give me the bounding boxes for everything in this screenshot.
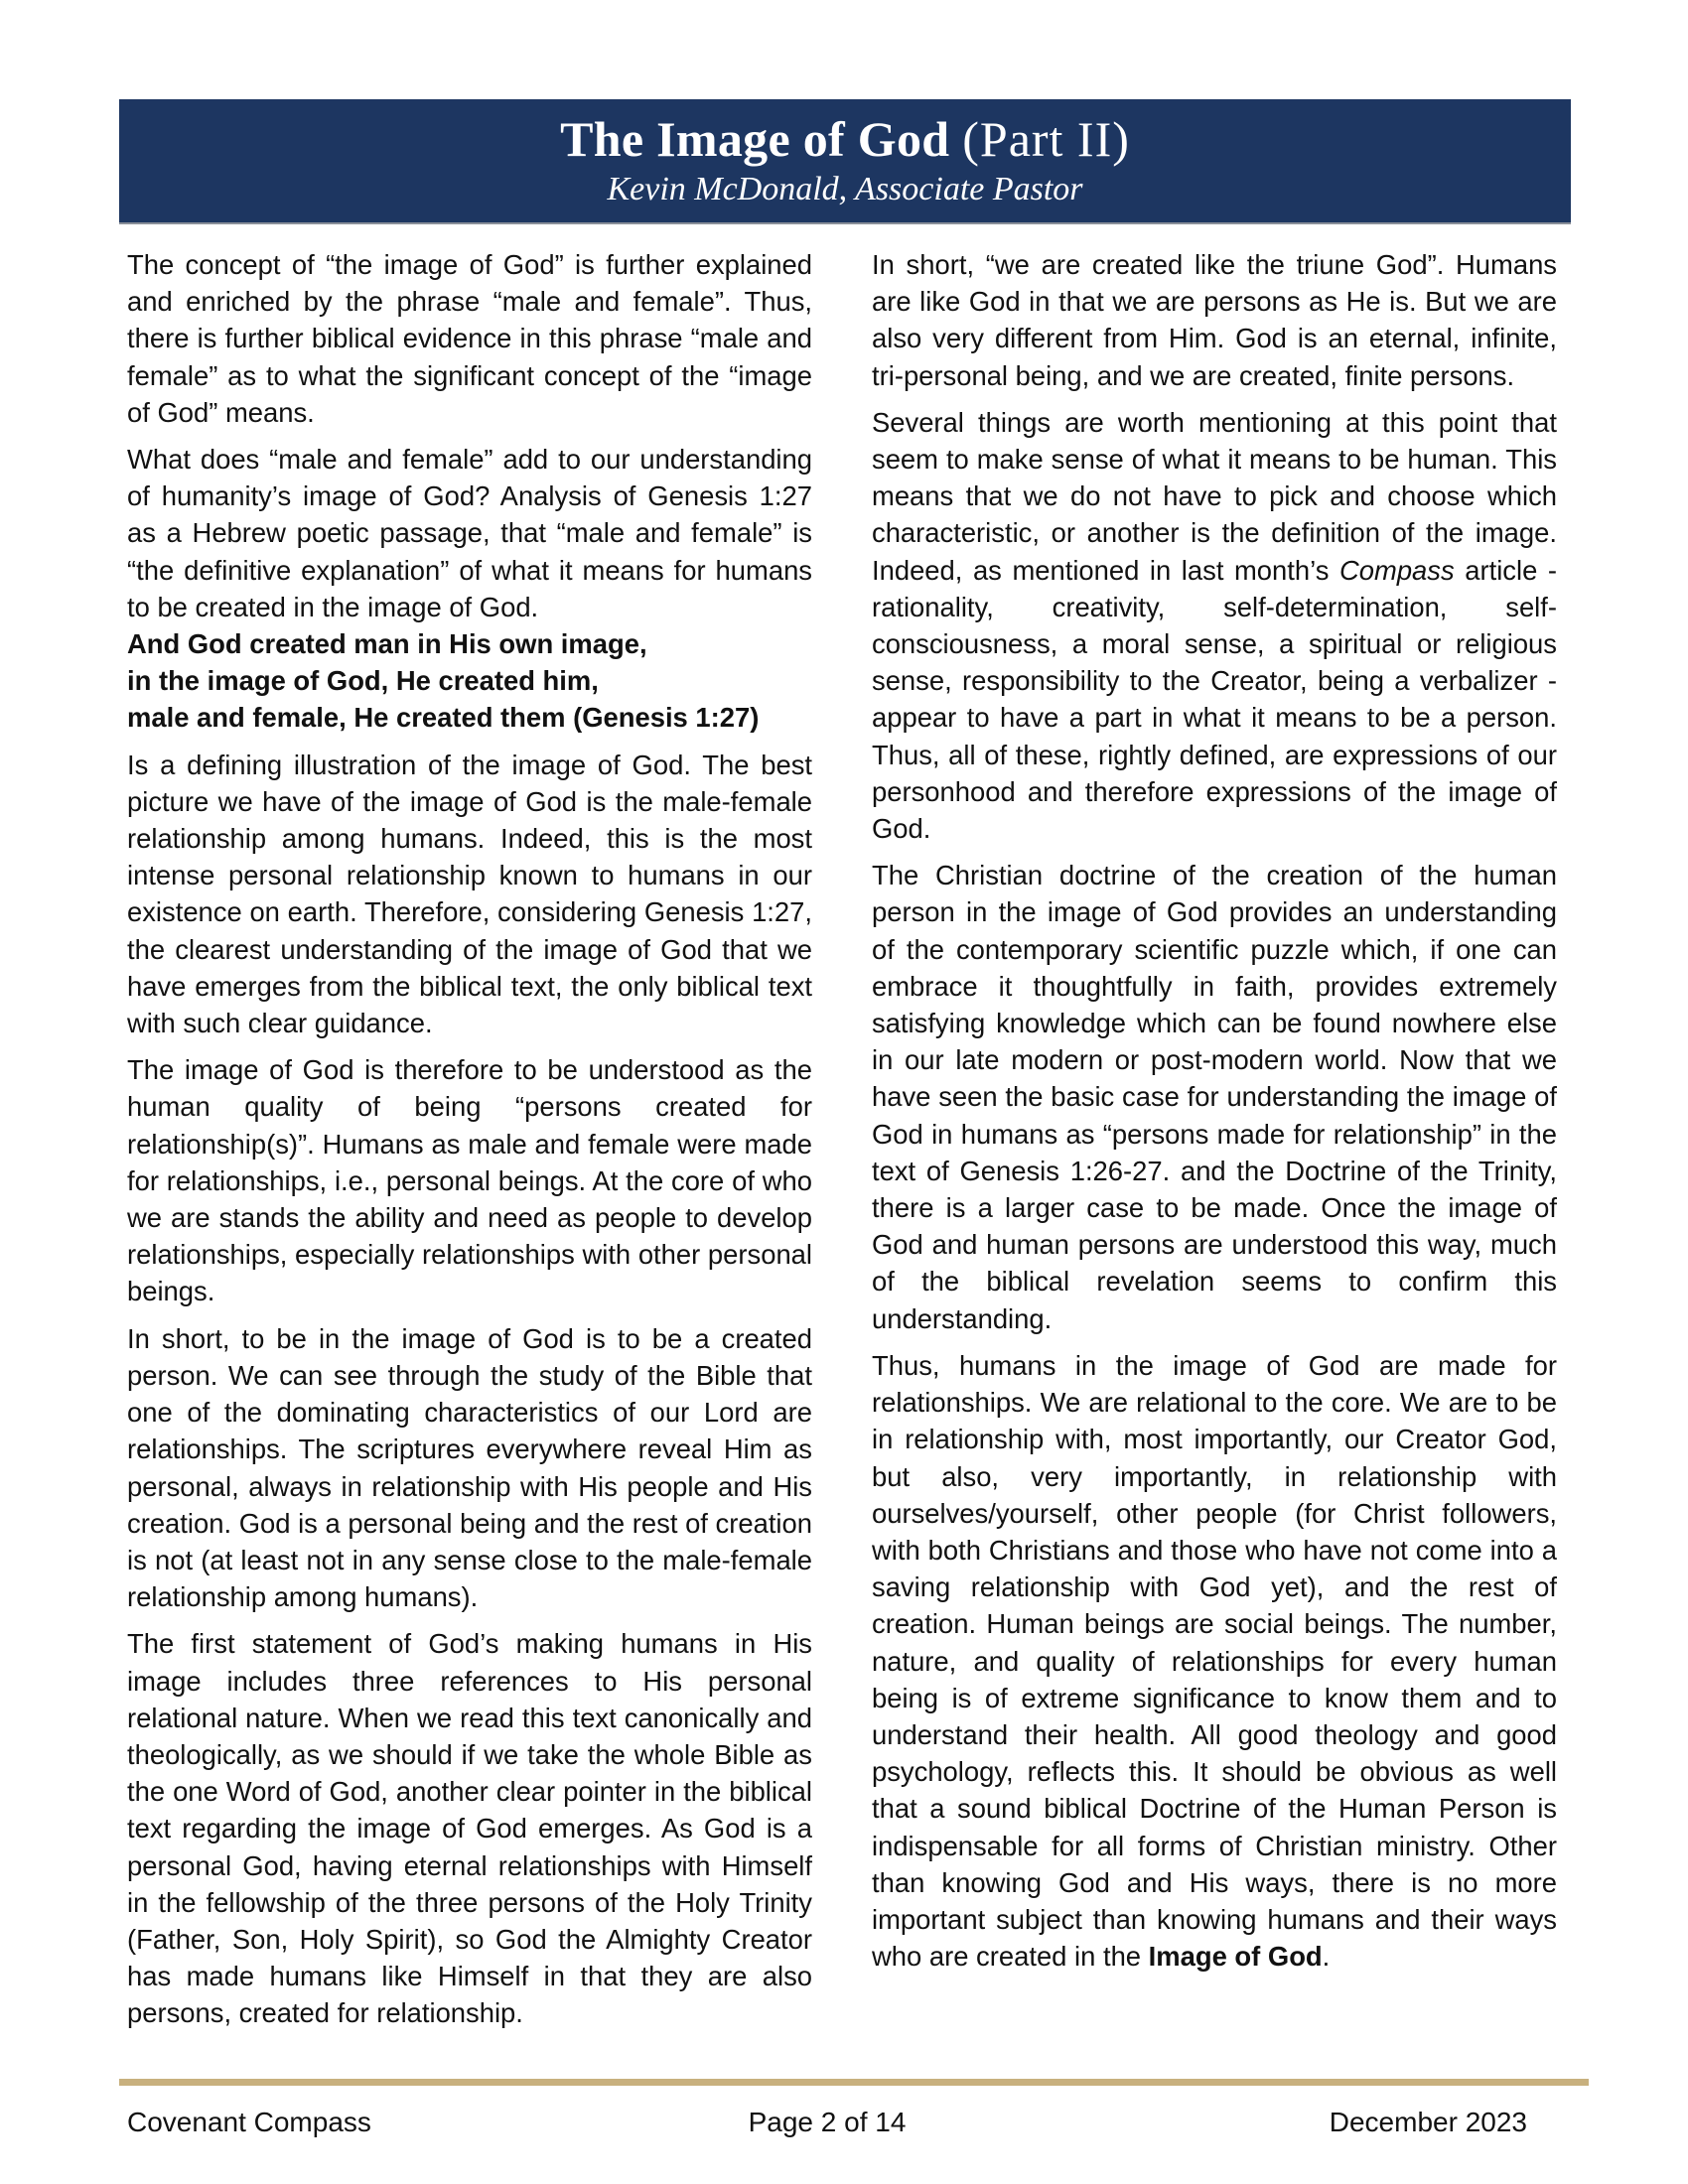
text-run: Thus, humans in the image of God are made for relationships. We are relational to the core. We are to be in relationship with, most importantly, our Creator God, but also, very importantly, in relationship with ourselves/yourself, other people (for Christ followers, with both Christians and those who have not come into a saving relationship with God yet), and the rest of creation. Human beings are social beings. The number, nature, and quality of relationships for every human being is of extreme significance to know them and to understand their health. All good theology and good psychology, reflects this. It should be obvious as well that a sound biblical Doctrine of the Human Person is indispensable for all forms of Christian ministry. Other than knowing God and His ways, there is no more important subject than knowing humans and their ways who are created in the	[872, 1349, 1557, 1973]
text-run: Several things are worth mentioning at this point that seem to make sense of what it means to be human. This means that we do not have to pick and choose which characteristic, or another is the definition of the image. Indeed, as mentioned in last month’s	[872, 406, 1557, 586]
emphasis: Image of God	[1148, 1941, 1323, 1973]
publication-name: Compass	[1338, 554, 1455, 586]
text-run: article - rationality, creativity, self-determination, self-consciousness, a moral sense, a spiritual or religious sense, responsibility to the Creator, being a verbalizer - appear to have a part in what it means to be a person. Thus, all of these, rightly defined, are expressions of our personhood and therefore expressions of the image of God.	[872, 554, 1558, 845]
title-part: (Part II)	[962, 111, 1130, 167]
paragraph: The Christian doctrine of the creation of the human person in the image of God provides an understanding of the contemporary scientific puzzle which, if one can embrace it thoughtfully in faith, provides extremely satisfying knowledge which can be found nowhere else in our late modern or post-modern world. Now that we have seen the basic case for understanding the image of God in humans as “persons made for relationship” in the text of Genesis 1:26-27. and the Doctrine of the Trinity, there is a larger case to be made. Once the image of God and human persons are understood this way, much of the biblical revelation seems to confirm this understanding.	[872, 860, 1557, 1334]
article-title	[119, 110, 1571, 168]
footer-divider	[119, 2079, 1589, 2086]
paragraph: What does “male and female” add to our understanding of humanity’s image of God? Analysis of Genesis 1:27 as a Hebrew poetic passage, that “male and female” is “the definitive explanation” of what it means for humans to be created in the image of God.	[127, 444, 812, 622]
text-run: .	[1322, 1941, 1331, 1973]
paragraph: The image of God is therefore to be understood as the human quality of being “persons created for relationship(s)”. Humans as male and female were made for relationships, i.e., personal beings. At the core of who we are stands the ability and need as people to develop relationships, especially relationships with other personal beings.	[127, 1054, 812, 1307]
author-byline: Kevin McDonald, Associate Pastor	[607, 171, 1083, 207]
title-banner	[119, 99, 1571, 224]
page-footer	[127, 2103, 1527, 2142]
paragraph: The first statement of God’s making humans in His image includes three references to His personal relational nature. When we read this text canonically and theologically, as we should if we take the whole Bible as the one Word of God, another clear pointer in the biblical text regarding the image of God emerges. As God is a personal God, having eternal relationships with Himself in the fellowship of the three persons of the Holy Trinity (Father, Son, Holy Spirit), so God the Almighty Creator has made humans like Himself in that they are also persons, created for relationship.	[127, 1628, 812, 2029]
paragraph: In short, “we are created like the triune God”. Humans are like God in that we are persons as He is. But we are also very different from Him. God is an eternal, infinite, tri-personal being, and we are created, finite persons.	[872, 249, 1557, 391]
footer-date: December 2023	[1329, 2107, 1527, 2137]
paragraph	[872, 404, 1557, 847]
footer-publication: Covenant Compass	[127, 2107, 371, 2137]
verse-line: male and female, He created them (Genesis 1:27)	[127, 702, 760, 734]
right-column	[872, 246, 1557, 1984]
paragraph	[872, 1347, 1557, 1975]
title-main: The Image of God	[560, 111, 950, 167]
verse-line: in the image of God, He created him,	[127, 665, 599, 697]
left-column	[127, 246, 812, 2042]
scripture-quote	[127, 625, 812, 737]
paragraph: Is a defining illustration of the image of God. The best picture we have of the image of God is the male-female relationship among humans. Indeed, this is the most intense personal relationship known to humans in our existence on earth. Therefore, considering Genesis 1:27, the clearest understanding of the image of God that we have emerges from the biblical text, the only biblical text with such clear guidance.	[127, 749, 812, 1039]
footer-page-number: Page 2 of 14	[748, 2107, 907, 2137]
paragraph: In short, to be in the image of God is to be a created person. We can see through the study of the Bible that one of the dominating characteristics of our Lord are relationships. The scriptures everywhere reveal Him as personal, always in relationship with His people and His creation. God is a personal being and the rest of creation is not (at least not in any sense close to the male-female relationship among humans).	[127, 1322, 812, 1613]
verse-line: And God created man in His own image,	[127, 628, 647, 660]
paragraph: The concept of “the image of God” is further explained and enriched by the phrase “male and female”. Thus, there is further biblical evidence in this phrase “male and female” as to what the significant concept of the “image of God” means.	[127, 249, 812, 428]
